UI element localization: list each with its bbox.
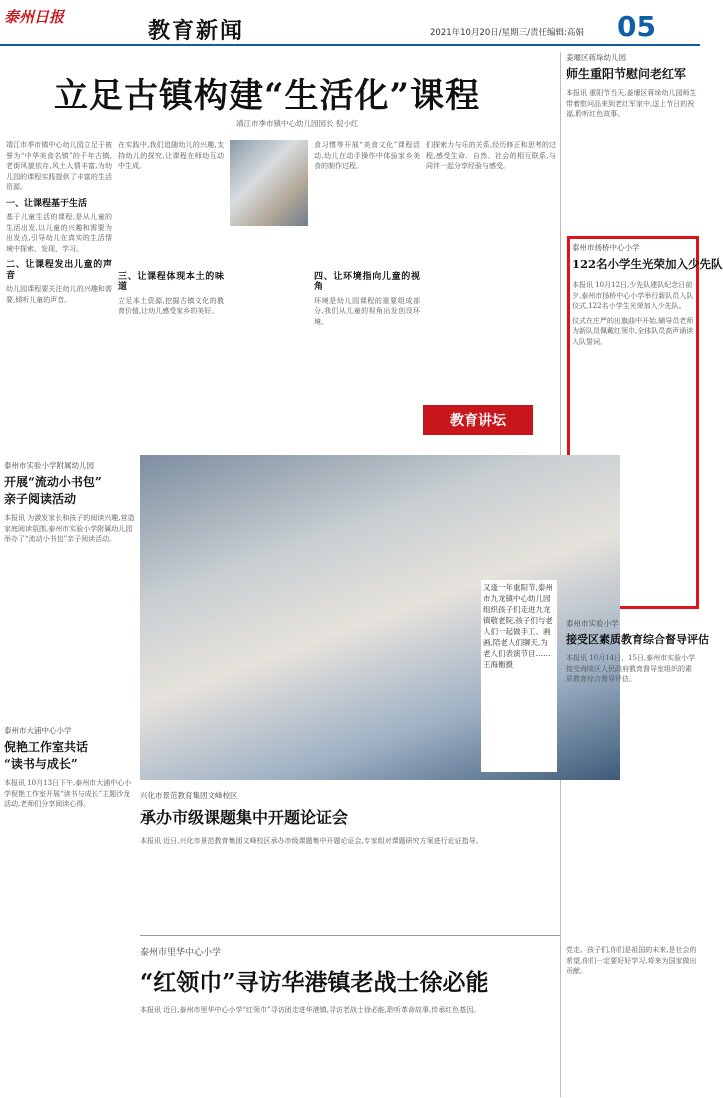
lead-byline: 靖江市季市镇中心幼儿园园长 倪小红 [236, 119, 359, 128]
left-low-title-line2: “读书与成长” [4, 757, 78, 771]
author-photo [230, 140, 308, 226]
mid-article: 兴化市景范教育集团文峰校区 承办市级课题集中开题论证会 本报讯 近日,兴化市景范教育集团文峰校区承办市级课题集中开题论证会,专家组对课题研究方案进行论证指导。 [140, 790, 560, 930]
highlight-title: 122名小学生光荣加入少先队 [572, 257, 723, 271]
bottom-kicker: 泰州市里华中心小学 [140, 948, 222, 958]
mid-title: 承办市级课题集中开题论证会 [140, 808, 349, 827]
bottom-right-text: 党走。孩子们,你们是祖国的未来,是社会的希望,你们一定要好好学习,将来为国家做出贡献。 [566, 946, 697, 975]
lead-column-4: 们探索力与乐的关系,经历修正和思考的过程,感受生命、自然、社会的相互联系,与同伴一起分享经验与感受。 [426, 141, 556, 170]
right-low-kicker: 泰州市实验小学 [566, 619, 619, 628]
lead-subhead-3: 三、让课程体现本土的味道 [118, 271, 224, 292]
dateline: 2021年10月20日/星期三/责任编辑:高娟 [430, 28, 584, 38]
lead-headline-block [4, 52, 556, 128]
section-title: 教育新闻 [148, 18, 245, 44]
bottom-title: “红领巾”寻访华港镇老战士徐必能 [140, 969, 489, 996]
masthead-rule [0, 44, 700, 46]
left-low-article: 泰州市大浦中心小学 倪艳工作室共话 “读书与成长” 本报讯 10月13日下午,泰州市大浦中心小学倪艳工作室开展“读书与成长”主题沙龙活动,老师们分享阅读心得。 [4, 725, 136, 1085]
right-low-title: 接受区素质教育综合督导评估 [566, 633, 709, 646]
left-low-kicker: 泰州市大浦中心小学 [4, 726, 72, 735]
left-mid-title-line2: 亲子阅读活动 [4, 492, 77, 506]
lead-subhead-2: 二、让课程发出儿童的声音 [6, 260, 112, 281]
lead-title: 立足古镇构建“生活化”课程 [54, 76, 481, 116]
bottom-article: 泰州市里华中心小学 “红领巾”寻访华港镇老战士徐必能 本报讯 近日,泰州市里华中心小学“红领巾”寻访团走进华港镇,寻访老战士徐必能,聆听革命故事,传承红色基因。 [140, 945, 560, 1095]
highlighted-article: 泰州市扬桥中心小学 122名小学生光荣加入少先队 本报讯 10月12日,少先队建队纪念日前夕,泰州市扬桥中心小学举行新队员入队仪式,122名小学生光荣加入少先队。 仪式在庄严的出旗曲中开始,辅导员老师为新队员佩戴红领巾,全体队员高声诵读入队誓词。 [572, 243, 723, 346]
right-top-title: 师生重阳节慰问老红军 [566, 67, 687, 81]
mid-kicker: 兴化市景范教育集团文峰校区 [140, 791, 238, 800]
left-mid-article: 泰州市实验小学附属幼儿园 开展“流动小书包” 亲子阅读活动 本报讯 为激发家长和孩子的阅读兴趣,营造家庭阅读氛围,泰州市实验小学附属幼儿园举办了“流动小书包”亲子阅读活动。 [4, 461, 135, 543]
highlight-kicker: 泰州市扬桥中心小学 [572, 243, 640, 252]
bottom-divider [140, 935, 560, 936]
newspaper-logo: 泰州日报 [4, 8, 65, 26]
lead-column-badge: 教育讲坛 [423, 405, 533, 435]
right-low-article: 泰州市实验小学 接受区素质教育综合督导评估 本报讯 10月14日、15日,泰州市实验小学接受海陵区人民政府教育督导室组织的素质教育综合督导评估。 [566, 619, 709, 683]
left-low-title-line1: 倪艳工作室共话 [4, 740, 89, 754]
right-top-kicker: 姜堰区蒋垛幼儿园 [566, 53, 626, 62]
left-mid-title-line1: 开展“流动小书包” [4, 475, 102, 489]
photo-caption: 又逢一年重阳节,泰州市九龙镇中心幼儿园组织孩子们走进九龙镇敬老院,孩子们与老人们一起做手工、画画,陪老人们聊天,为老人们表演节目……王海衡摄 [481, 580, 557, 772]
lead-subhead-1: 一、让课程基于生活 [6, 198, 88, 209]
lead-column-1: 靖江市季市镇中心幼儿园立足于被誉为“中华美食名镇”的千年古镇,老街风貌依存,风土人情丰富,为幼儿园的课程实践提供了丰富的生活资源。 一、让课程基于生活 基于儿童生活的课程,是从儿童的生活出发,以儿童的兴趣和需要为出发点,引导幼儿在真实的生活情境中探索、发现、学习。 二、让课程发出儿童的声音 幼儿园课程要关注幼儿的兴趣和需要,倾听儿童的声音。 [6, 141, 112, 304]
left-mid-kicker: 泰州市实验小学附属幼儿园 [4, 461, 94, 470]
page-number: 05 [617, 10, 656, 43]
lead-column-2: 在实践中,我们追随幼儿的兴趣,支持幼儿的探究,让课程在师幼互动中生成。 三、让课程体现本土的味道 立足本土资源,挖掘古镇文化的教育价值,让幼儿感受家乡的美好。 [118, 141, 224, 315]
lead-subhead-4: 四、让环境指向儿童的视角 [314, 271, 420, 292]
right-top-article: 姜堰区蒋垛幼儿园 师生重阳节慰问老红军 本报讯 重阳节当天,姜堰区蒋垛幼儿园师生带着慰问品来到老红军家中,送上节日的祝福,聆听红色故事。 [566, 53, 697, 118]
lead-column-3: 食习惯等开展“美食文化”课程活动,幼儿在动手操作中体验家乡美食的制作过程。 四、让环境指向儿童的视角 环境是幼儿园课程的重要组成部分,我们从儿童的视角出发创设环境。 [314, 141, 420, 326]
masthead [0, 0, 700, 44]
